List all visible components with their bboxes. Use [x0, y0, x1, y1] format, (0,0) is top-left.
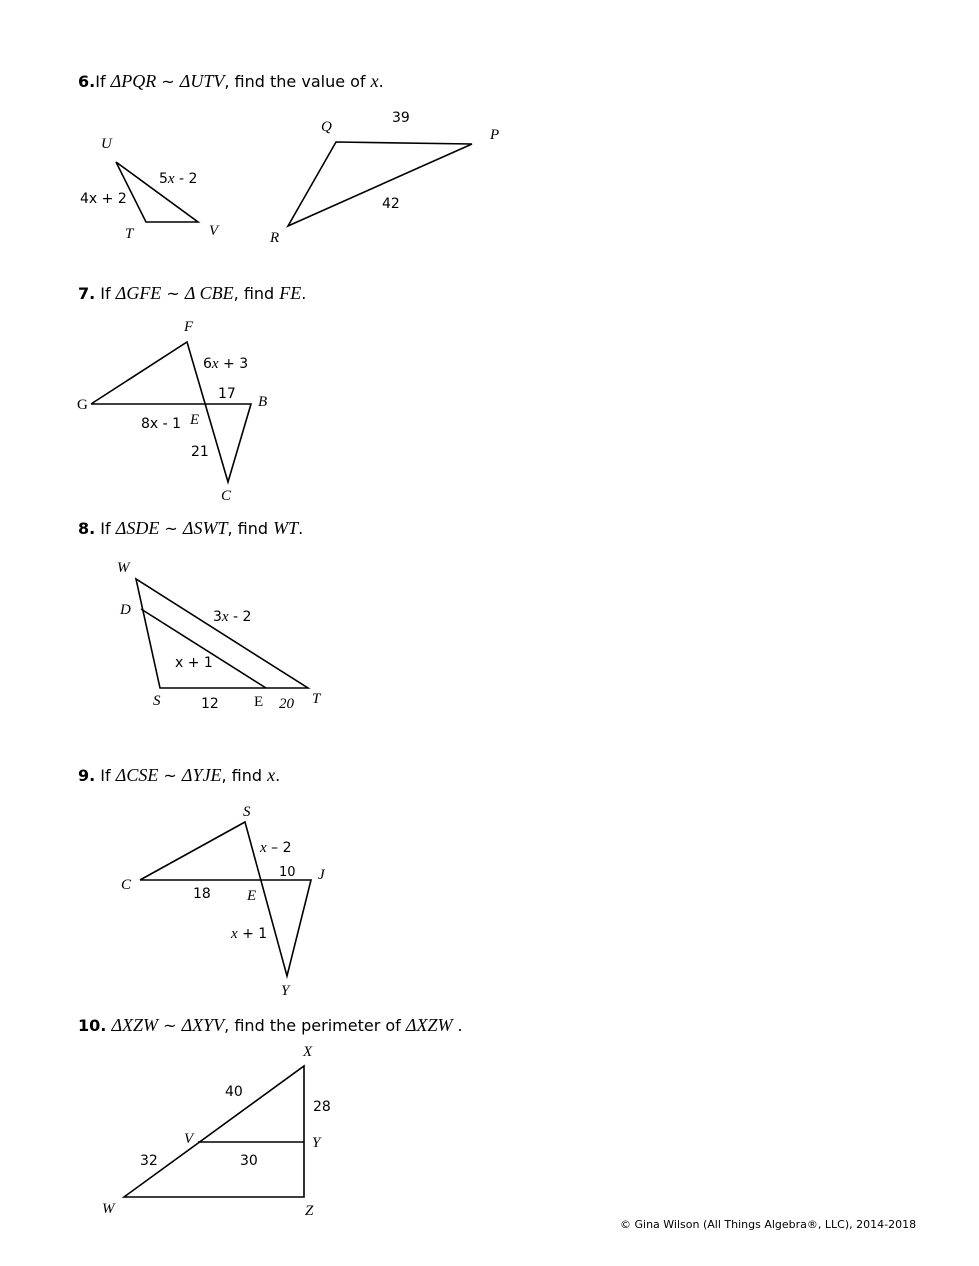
side-label-pr: 42: [382, 196, 400, 212]
vertex-e: E: [254, 694, 264, 710]
vertex-y: Y: [281, 983, 290, 999]
side-label-eb: 17: [218, 386, 236, 402]
vertex-b: B: [258, 394, 268, 410]
vertex-p: P: [490, 127, 500, 143]
figure-8: [117, 560, 322, 712]
side-label-fe: 6x + 3: [203, 356, 249, 372]
question-6-text: 6.If ΔPQR ~ ΔUTV, find the value of x.: [78, 71, 384, 91]
question-7-text: 7. If ΔGFE ~ Δ CBE, find FE.: [78, 283, 307, 303]
triangle-swt: [136, 579, 308, 688]
triangle-xzw: [124, 1066, 304, 1197]
vertex-w: W: [117, 560, 130, 576]
side-label-ej: 10: [279, 865, 296, 880]
question-number: 8.: [78, 519, 96, 538]
figure-10: [102, 1044, 331, 1219]
vertex-t: T: [312, 691, 321, 707]
side-label-ut: 4x + 2: [80, 191, 127, 207]
side-label-ey: x + 1: [231, 926, 268, 942]
vertex-v: V: [184, 1131, 194, 1147]
side-label-xy: 28: [313, 1099, 331, 1115]
side-label-qp: 39: [392, 110, 410, 126]
question-8-text: 8. If ΔSDE ~ ΔSWT, find WT.: [78, 518, 304, 538]
side-label-de: x + 1: [175, 655, 213, 671]
side-label-se: x – 2: [260, 840, 292, 856]
vertex-r: R: [270, 230, 280, 246]
side-label-uv: 5x - 2: [159, 171, 198, 187]
vertex-s: S: [243, 804, 251, 820]
vertex-q: Q: [321, 119, 332, 135]
vertex-c: C: [121, 877, 132, 893]
figure-6: [80, 110, 499, 246]
vertex-d: D: [120, 602, 131, 618]
figure-7: [77, 319, 267, 504]
question-number: 9.: [78, 766, 96, 785]
question-10-text: 10. ΔXZW ~ ΔXYV, find the perimeter of ΔXZW .: [78, 1015, 463, 1035]
vertex-y: Y: [312, 1135, 321, 1151]
question-number: 7.: [78, 284, 96, 303]
figure-9: [121, 804, 326, 999]
vertex-f: F: [184, 319, 194, 335]
question-number: 10.: [78, 1016, 107, 1035]
vertex-t: T: [125, 226, 134, 242]
vertex-c: C: [221, 488, 232, 504]
side-label-et: 20: [279, 696, 294, 712]
copyright-footer: © Gina Wilson (All Things Algebra®, LLC), 2014-2018: [620, 1218, 917, 1231]
vertex-e: E: [190, 412, 200, 428]
side-label-vy: 30: [240, 1153, 258, 1169]
vertex-x: X: [303, 1044, 313, 1060]
triangle-pqr: [288, 142, 472, 226]
side-label-wt: 3x - 2: [213, 609, 252, 625]
vertex-z: Z: [305, 1203, 314, 1219]
side-label-ge: 8x - 1: [141, 416, 182, 432]
side-label-xv: 40: [225, 1084, 243, 1100]
vertex-v: V: [209, 223, 219, 239]
vertex-s: S: [153, 693, 161, 709]
side-label-se: 12: [201, 696, 219, 712]
question-9-text: 9. If ΔCSE ~ ΔYJE, find x.: [78, 765, 281, 785]
vertex-w: W: [102, 1201, 115, 1217]
vertex-j: J: [318, 867, 325, 883]
question-number: 6.: [78, 72, 96, 91]
side-label-ec: 21: [191, 444, 209, 460]
vertex-e: E: [247, 888, 257, 904]
vertex-u: U: [101, 136, 112, 152]
side-label-ce: 18: [193, 886, 211, 902]
vertex-g: G: [77, 397, 88, 413]
side-label-vw: 32: [140, 1153, 158, 1169]
